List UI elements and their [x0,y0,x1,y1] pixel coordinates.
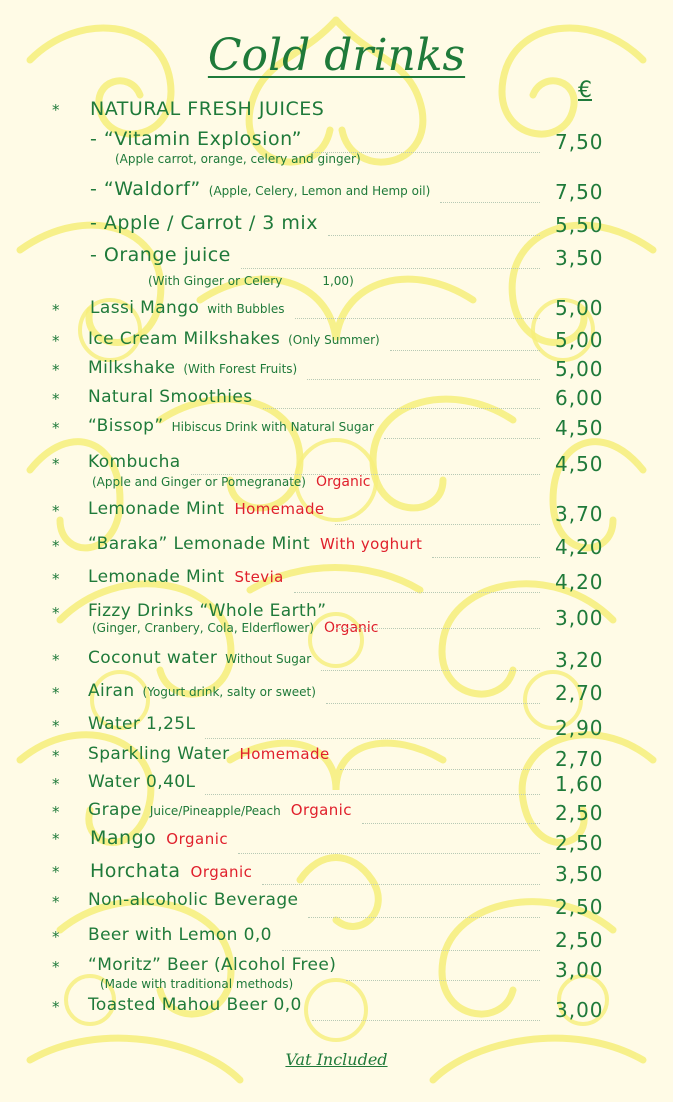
dot-leader [238,853,540,854]
item-title: Milkshake [88,358,176,378]
item-title: Mango [90,827,157,849]
bullet-star: * [52,863,60,881]
item-description: (Only Summer) [288,333,380,347]
item-name [88,681,316,701]
bullet-star: * [52,419,60,437]
dot-leader [384,438,540,439]
item-name [90,860,252,882]
dot-leader [326,703,540,704]
bullet-star: * [52,390,60,408]
dot-leader [432,557,540,558]
item-title: Lassi Mango [90,298,200,318]
item-price: 2,50 [555,895,604,919]
item-name [90,827,228,849]
item-price: 3,00 [555,958,604,982]
item-name [88,358,297,378]
item-title: - “Vitamin Explosion” [90,128,302,150]
bullet-star: * [52,998,60,1016]
item-name [90,128,302,150]
dot-leader [335,524,540,525]
item-title: Water 1,25L [88,714,196,734]
item-name [90,178,430,200]
item-tag: Homemade [234,500,325,518]
item-name [90,298,285,318]
item-price: 6,00 [555,386,604,410]
dot-leader [390,350,540,351]
bullet-star: * [52,604,60,622]
menu-title: Cold drinks [207,30,466,81]
item-name [88,744,330,764]
item-note-text: (Apple and Ginger or Pomegranate) [92,475,306,489]
item-price: 2,50 [555,928,604,952]
dot-leader [312,152,540,153]
dot-leader [346,980,540,981]
bullet-star: * [52,455,60,473]
item-tag: Organic [290,801,352,819]
item-price: 7,50 [555,180,604,204]
dot-leader [263,408,540,409]
item-price: 2,90 [555,716,604,740]
bullet-star: * [52,101,60,119]
item-price: 5,00 [555,296,604,320]
bullet-star: * [52,301,60,319]
item-title: Horchata [90,860,181,882]
item-title: - “Waldorf” [90,178,201,200]
item-price: 2,50 [555,831,604,855]
item-title: “Bissop” [88,416,164,436]
item-title: Sparkling Water [88,744,230,764]
item-name [88,387,253,407]
item-tag: With yoghurt [320,535,423,553]
item-name [88,890,298,910]
item-name [90,212,318,234]
item-name [88,416,374,436]
dot-leader [307,379,540,380]
item-title: Grape [88,800,142,820]
item-price: 4,20 [555,535,604,559]
item-note [115,152,361,166]
item-price: 1,60 [555,772,604,796]
item-price: 3,70 [555,502,604,526]
dot-leader [340,769,540,770]
item-note [148,274,354,288]
bullet-star: * [52,830,60,848]
dot-leader [191,474,540,475]
dot-leader [205,738,540,739]
item-description: Juice/Pineapple/Peach [149,804,281,818]
item-title: Non-alcoholic Beverage [88,890,299,910]
item-name [88,648,311,668]
bullet-star: * [52,502,60,520]
item-description: Without Sugar [225,652,312,666]
item-title: - Orange juice [90,244,231,266]
item-tag: Stevia [234,568,284,586]
dot-leader [328,235,540,236]
bullet-star: * [52,570,60,588]
item-title: Ice Cream Milkshakes [88,329,281,349]
dot-leader [336,628,540,629]
item-price: 2,70 [555,681,604,705]
item-title: Lemonade Mint [88,567,225,587]
bullet-star: * [52,361,60,379]
bullet-star: * [52,684,60,702]
item-title: Natural Smoothies [88,387,253,407]
item-price: 3,00 [555,606,604,630]
item-note-text: (With Ginger or Celery [148,274,283,288]
bullet-star: * [52,893,60,911]
dot-leader [241,268,540,269]
bullet-star: * [52,775,60,793]
item-price: 3,20 [555,648,604,672]
item-price: 5,50 [555,213,604,237]
bullet-star: * [52,958,60,976]
item-title: Toasted Mahou Beer 0,0 [88,995,302,1015]
item-title: Water 0,40L [88,772,196,792]
item-note-price: 1,00) [322,274,354,288]
item-name [90,244,231,266]
dot-leader [262,884,540,885]
item-price: 5,00 [555,357,604,381]
dot-leader [295,318,540,319]
item-name [88,925,272,945]
item-description: (Apple, Celery, Lemon and Hemp oil) [208,184,431,198]
item-price: 2,50 [555,801,604,825]
bullet-star: * [52,332,60,350]
item-title: Fizzy Drinks “Whole Earth” [88,601,327,621]
currency-symbol: € [578,78,592,103]
item-price: 4,50 [555,452,604,476]
vat-footer: Vat Included [285,1050,388,1069]
item-name [88,995,302,1015]
item-description: (With Forest Fruits) [183,362,298,376]
item-title: “Moritz” Beer (Alcohol Free) [88,955,337,975]
bullet-star: * [52,747,60,765]
item-title: Kombucha [88,452,181,472]
item-description: Hibiscus Drink with Natural Sugar [171,420,374,434]
item-title: Beer with Lemon 0,0 [88,925,272,945]
item-description: with Bubbles [207,302,285,316]
item-name [88,955,336,975]
item-price: 4,20 [555,570,604,594]
dot-leader [321,670,540,671]
item-name [90,98,324,120]
item-title: Coconut water [88,648,218,668]
item-price: 7,50 [555,130,604,154]
item-note-text: (Ginger, Cranbery, Cola, Elderflower) [92,621,315,635]
item-tag: Organic [315,474,371,490]
item-name [88,534,422,554]
item-title: - Apple / Carrot / 3 mix [90,212,318,234]
item-name [88,772,195,792]
dot-leader [294,592,540,593]
item-note-text: (Apple carrot, orange, celery and ginger) [115,152,361,166]
item-note [100,977,293,991]
item-name [88,601,326,621]
item-title: “Baraka” Lemonade Mint [88,534,311,554]
item-title: Airan [88,681,135,701]
dot-leader [282,950,540,951]
item-name [88,714,195,734]
item-price: 2,70 [555,747,604,771]
item-tag: Organic [324,620,379,636]
item-title: NATURAL FRESH JUICES [90,98,325,120]
bullet-star: * [52,537,60,555]
item-name [88,452,181,472]
dot-leader [362,823,540,824]
item-name [88,800,352,820]
item-tag: Organic [166,830,229,848]
bullet-star: * [52,928,60,946]
item-price: 4,50 [555,416,604,440]
dot-leader [312,1020,540,1021]
item-title: Lemonade Mint [88,499,225,519]
bullet-star: * [52,651,60,669]
dot-leader [440,202,540,203]
item-name [88,567,284,587]
item-name [88,329,380,349]
dot-leader [308,917,540,918]
bullet-star: * [52,803,60,821]
item-name [88,499,325,519]
bullet-star: * [52,717,60,735]
item-price: 5,00 [555,328,604,352]
item-price: 3,50 [555,246,604,270]
dot-leader [205,794,540,795]
item-tag: Organic [190,863,253,881]
item-price: 3,00 [555,998,604,1022]
item-price: 3,50 [555,862,604,886]
item-note-text: (Made with traditional methods) [100,977,294,991]
item-tag: Homemade [239,745,330,763]
item-note [92,474,370,490]
item-description: (Yogurt drink, salty or sweet) [142,685,316,699]
